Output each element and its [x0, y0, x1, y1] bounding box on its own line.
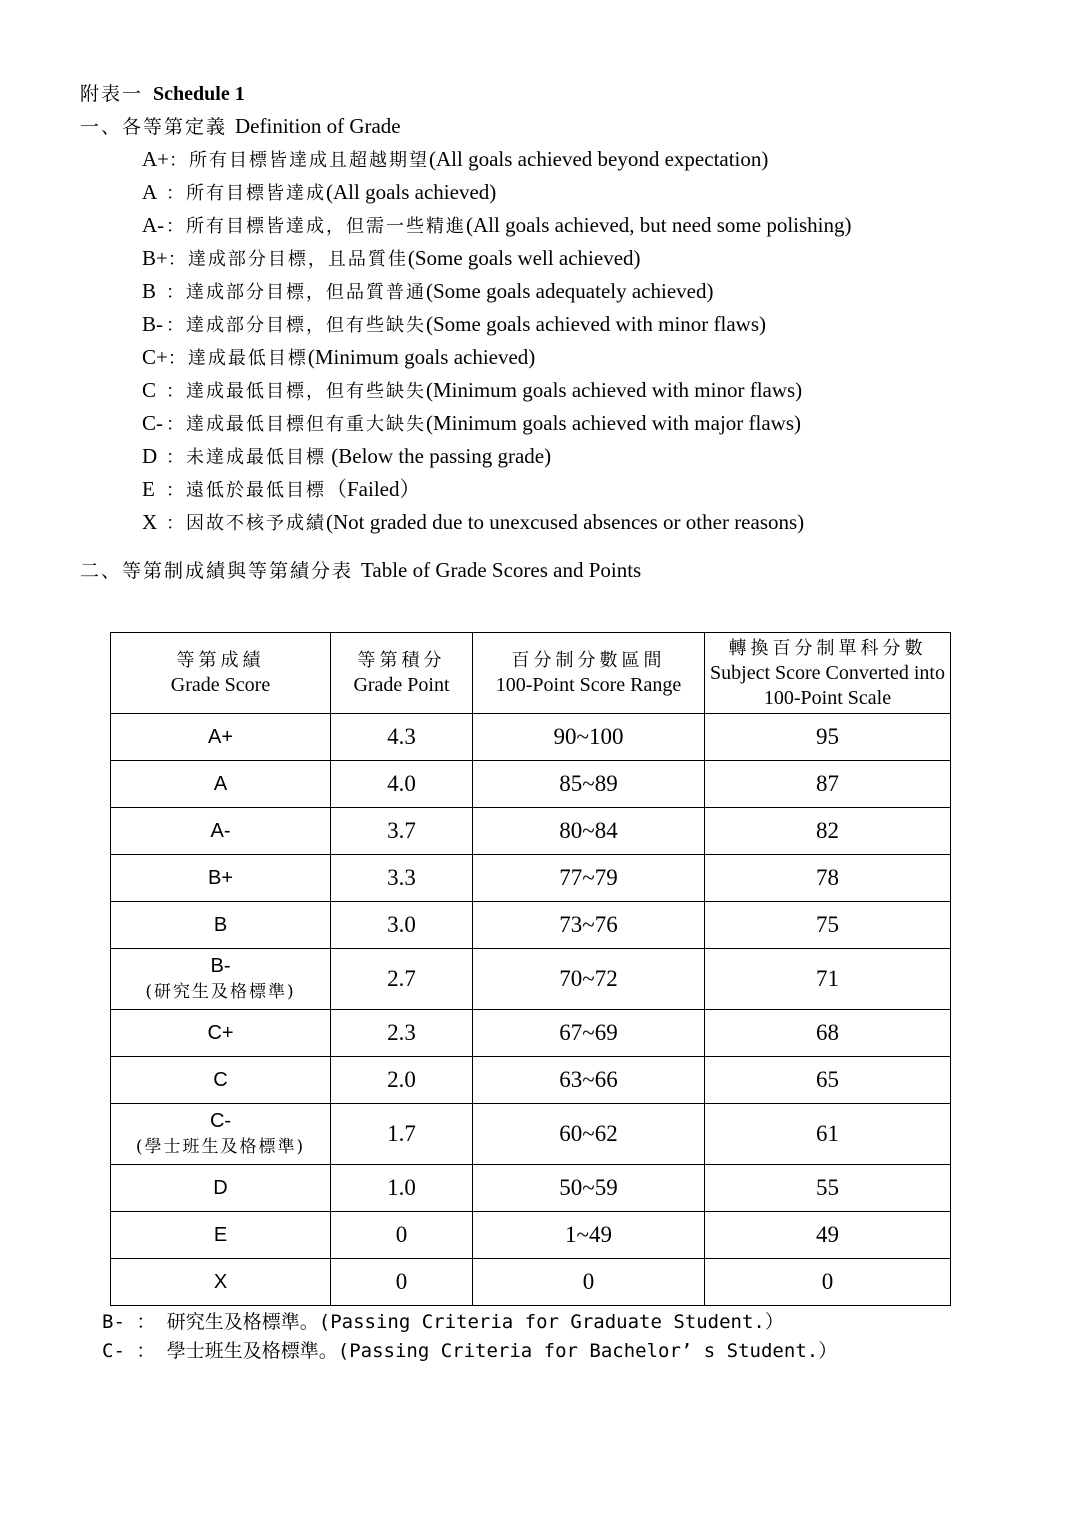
- cell-score-range: 70~72: [473, 949, 705, 1010]
- grade-label: B-: [210, 955, 231, 977]
- schedule-title: [80, 81, 245, 106]
- definition-code: A-: [142, 213, 165, 237]
- table-row: [111, 1010, 951, 1057]
- definition-item: [142, 311, 852, 344]
- definition-en: (All goals achieved, but need some polishing): [466, 213, 852, 237]
- grade-label: D: [213, 1177, 228, 1199]
- cell-converted-score: 75: [705, 902, 951, 949]
- definition-item: [142, 476, 852, 509]
- table-heading-zh: 二、等第制成績與等第績分表: [80, 560, 354, 582]
- footnotes: [102, 1308, 837, 1366]
- cell-converted-score: 82: [705, 808, 951, 855]
- definition-en: (Below the passing grade): [326, 444, 552, 468]
- cell-grade-point: 0: [331, 1212, 473, 1259]
- definition-item: [142, 179, 852, 212]
- cell-grade-score: [111, 1212, 331, 1259]
- definition-code: D: [142, 444, 158, 468]
- cell-converted-score: 0: [705, 1259, 951, 1306]
- cell-grade-score: [111, 761, 331, 808]
- cell-score-range: 80~84: [473, 808, 705, 855]
- cell-score-range: 0: [473, 1259, 705, 1306]
- header-converted-score-zh: 轉換百分制單科分數: [728, 637, 927, 659]
- grade-label: E: [213, 1224, 228, 1246]
- table-row: [111, 714, 951, 761]
- table-row: [111, 949, 951, 1010]
- cell-grade-point: 1.7: [331, 1104, 473, 1165]
- cell-score-range: 60~62: [473, 1104, 705, 1165]
- cell-score-range: 63~66: [473, 1057, 705, 1104]
- cell-grade-point: 4.3: [331, 714, 473, 761]
- cell-converted-score: 87: [705, 761, 951, 808]
- definition-item: [142, 278, 852, 311]
- header-grade-score: [111, 633, 331, 714]
- definition-zh: ：達成部分目標，但有些缺失: [166, 315, 426, 336]
- definition-zh: ：遠低於最低目標: [166, 480, 326, 501]
- cell-grade-score: [111, 1104, 331, 1165]
- cell-converted-score: 55: [705, 1165, 951, 1212]
- grade-label: A: [213, 773, 228, 795]
- definition-item: [142, 509, 852, 542]
- header-converted-score-en: Subject Score Converted into 100-Point Scale: [710, 661, 945, 709]
- grade-label: B+: [207, 867, 234, 889]
- cell-converted-score: 71: [705, 949, 951, 1010]
- definition-code: A: [142, 180, 158, 204]
- cell-score-range: 85~89: [473, 761, 705, 808]
- grade-label: C: [213, 1069, 228, 1091]
- definition-item: [142, 443, 852, 476]
- definition-zh: ：未達成最低目標: [166, 447, 326, 468]
- cell-score-range: 50~59: [473, 1165, 705, 1212]
- cell-grade-score: [111, 1259, 331, 1306]
- cell-grade-point: 2.0: [331, 1057, 473, 1104]
- definition-code: X: [142, 510, 158, 534]
- cell-converted-score: 95: [705, 714, 951, 761]
- definition-heading-zh: 一、各等第定義: [80, 116, 228, 138]
- cell-converted-score: 49: [705, 1212, 951, 1259]
- cell-converted-score: 68: [705, 1010, 951, 1057]
- definition-item: [142, 146, 852, 179]
- schedule-title-en: Schedule 1: [153, 83, 245, 105]
- cell-score-range: 90~100: [473, 714, 705, 761]
- definition-zh: ：所有目標皆達成，但需一些精進: [166, 216, 466, 237]
- definition-item: [142, 410, 852, 443]
- cell-score-range: 73~76: [473, 902, 705, 949]
- cell-grade-score: [111, 1165, 331, 1212]
- table-row: [111, 855, 951, 902]
- table-heading-en: Table of Grade Scores and Points: [361, 558, 642, 582]
- table-row: [111, 808, 951, 855]
- definition-item: [142, 344, 852, 377]
- definition-heading-en: Definition of Grade: [235, 114, 401, 138]
- definition-en: (Some goals achieved with minor flaws): [426, 312, 766, 336]
- table-row: [111, 1057, 951, 1104]
- definition-heading: [80, 114, 401, 139]
- definition-en: (Some goals adequately achieved): [426, 279, 714, 303]
- definition-en: (All goals achieved): [326, 180, 497, 204]
- cell-converted-score: 65: [705, 1057, 951, 1104]
- cell-grade-score: [111, 949, 331, 1010]
- schedule-title-zh: 附表一: [80, 83, 144, 105]
- definition-code: C-: [142, 411, 163, 435]
- definition-zh: ：達成部分目標，但品質普通: [166, 282, 426, 303]
- cell-grade-point: 3.7: [331, 808, 473, 855]
- header-score-range-en: 100-Point Score Range: [495, 674, 682, 696]
- cell-grade-score: [111, 1010, 331, 1057]
- definition-code: A+: [142, 147, 170, 171]
- definition-zh: ：所有目標皆達成且超越期望: [169, 150, 430, 171]
- definition-zh: ：因故不核予成績: [166, 513, 326, 534]
- definition-zh: ：達成最低目標，但有些缺失: [166, 381, 426, 402]
- definition-zh: ：所有目標皆達成: [166, 183, 326, 204]
- table-row: [111, 1104, 951, 1165]
- cell-converted-score: 61: [705, 1104, 951, 1165]
- cell-grade-point: 2.7: [331, 949, 473, 1010]
- definition-code: C: [142, 378, 157, 402]
- grade-table: [110, 632, 951, 1306]
- cell-grade-score: [111, 855, 331, 902]
- cell-score-range: 1~49: [473, 1212, 705, 1259]
- header-grade-point-en: Grade Point: [353, 674, 450, 696]
- definition-zh: ：達成最低目標但有重大缺失: [166, 414, 426, 435]
- cell-grade-point: 0: [331, 1259, 473, 1306]
- table-row: [111, 761, 951, 808]
- footnote-bachelor: C- ： 學士班生及格標準。(Passing Criteria for Bachelor’ s Student.）: [102, 1340, 838, 1362]
- cell-grade-point: 1.0: [331, 1165, 473, 1212]
- cell-score-range: 77~79: [473, 855, 705, 902]
- definition-code: C+: [142, 345, 168, 369]
- definition-item: [142, 245, 852, 278]
- grade-table-header-row: [111, 633, 951, 714]
- definition-code: B: [142, 279, 157, 303]
- definition-en: （Failed）: [326, 477, 421, 501]
- definition-item: [142, 377, 852, 410]
- definition-zh: ：達成最低目標: [167, 348, 308, 369]
- table-row: [111, 902, 951, 949]
- cell-grade-point: 3.0: [331, 902, 473, 949]
- header-converted-score: [705, 633, 951, 714]
- header-grade-point: [331, 633, 473, 714]
- grade-note: (學士班生及格標準): [135, 1137, 306, 1157]
- header-grade-score-en: Grade Score: [170, 674, 271, 696]
- definition-en: (All goals achieved beyond expectation): [429, 147, 769, 171]
- cell-grade-score: [111, 902, 331, 949]
- table-row: [111, 1259, 951, 1306]
- grade-label: C-: [209, 1110, 232, 1132]
- cell-grade-point: 2.3: [331, 1010, 473, 1057]
- header-score-range-zh: 百分制分數區間: [511, 650, 666, 671]
- definition-zh: ：達成部分目標，且品質佳: [167, 249, 408, 270]
- table-row: [111, 1212, 951, 1259]
- cell-converted-score: 78: [705, 855, 951, 902]
- definition-list: [142, 146, 852, 542]
- definition-code: B-: [142, 312, 163, 336]
- definition-en: (Minimum goals achieved with minor flaws): [426, 378, 803, 402]
- definition-en: (Some goals well achieved): [407, 246, 641, 270]
- cell-grade-score: [111, 808, 331, 855]
- footnote-graduate: B- ： 研究生及格標準。(Passing Criteria for Graduate Student.）: [102, 1311, 784, 1333]
- definition-item: [142, 212, 852, 245]
- definition-en: (Minimum goals achieved with major flaws): [426, 411, 801, 435]
- table-heading: [80, 558, 641, 583]
- header-score-range: [473, 633, 705, 714]
- definition-code: E: [142, 477, 155, 501]
- header-grade-point-zh: 等第積分: [357, 650, 446, 671]
- grade-label: X: [213, 1271, 228, 1293]
- definition-code: B+: [142, 246, 168, 270]
- grade-label: C+: [207, 1022, 234, 1044]
- grade-table-body: [111, 714, 951, 1306]
- grade-label: A-: [210, 820, 231, 842]
- grade-label: B: [213, 914, 228, 936]
- grade-label: A+: [207, 726, 234, 748]
- definition-en: (Not graded due to unexcused absences or other reasons): [326, 510, 805, 534]
- cell-score-range: 67~69: [473, 1010, 705, 1057]
- grade-note: (研究生及格標準): [145, 982, 296, 1002]
- table-row: [111, 1165, 951, 1212]
- cell-grade-point: 4.0: [331, 761, 473, 808]
- definition-en: (Minimum goals achieved): [307, 345, 536, 369]
- cell-grade-score: [111, 1057, 331, 1104]
- header-grade-score-zh: 等第成績: [176, 650, 265, 671]
- cell-grade-point: 3.3: [331, 855, 473, 902]
- cell-grade-score: [111, 714, 331, 761]
